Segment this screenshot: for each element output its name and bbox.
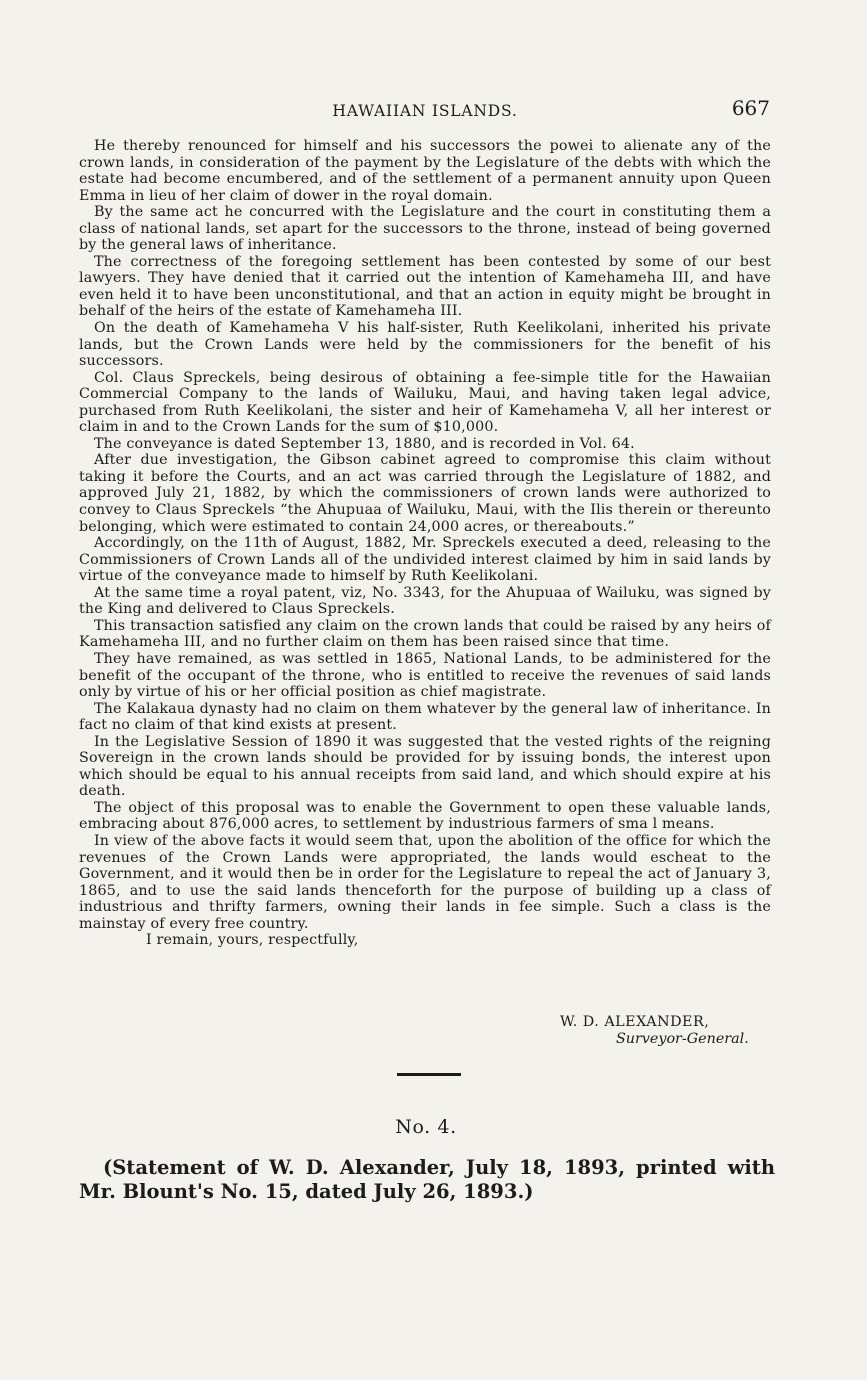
paragraph: This transaction satisfied any claim on the crown lands that could be raised by any heirs of Kamehameha III, and no further claim on them has been raised since that time. bbox=[79, 617, 771, 651]
paragraph: On the death of Kamehameha V his half-sister, Ruth Keelikolani, inherited his private lands, but the Crown Lands were held by the commissioners for the benefit of his successors. bbox=[79, 320, 771, 370]
paragraph: At the same time a royal patent, viz, No. 3343, for the Ahupuaa of Wailuku, was signed by the King and delivered to Claus Spreckels. bbox=[79, 584, 771, 618]
paragraph: The Kalakaua dynasty had no claim on them whatever by the general law of inheritance. In fact no claim of that kind exists at present. bbox=[79, 700, 771, 734]
paragraph: In the Legislative Session of 1890 it was suggested that the vested rights of the reigning Sovereign in the crown lands should be provided for by issuing bonds, the interest upon which should be equal to his annual receipts from said land, and which should expire at his death. bbox=[79, 733, 771, 800]
signature-block bbox=[560, 1014, 749, 1048]
document-number: No. 4. bbox=[395, 1116, 457, 1138]
running-header bbox=[80, 96, 770, 126]
body-text bbox=[79, 138, 771, 949]
paragraph: Col. Claus Spreckels, being desirous of obtaining a fee-simple title for the Hawaiian Commercial Company to the lands of Wailuku, Maui, and having taken legal advice, purchased from Ruth Keelikolani, the sister and heir of Kamehameha V, all her interest or claim in and to the Crown Lands for the sum of $10,000. bbox=[79, 369, 771, 436]
running-title: HAWAIIAN ISLANDS. bbox=[332, 102, 518, 120]
paragraph: The conveyance is dated September 13, 1880, and is recorded in Vol. 64. bbox=[94, 435, 635, 452]
paragraph: By the same act he concurred with the Legislature and the court in constituting them a class of national lands, set apart for the successors to the throne, instead of being governed by the general laws of inheritance. bbox=[79, 204, 771, 254]
section-divider bbox=[397, 1073, 461, 1076]
paragraph: After due investigation, the Gibson cabinet agreed to compromise this claim without taking it before the Courts, and an act was carried through the Legislature of 1882, and approved July 21, 1882, by which the commissioners of crown lands were authorized to convey to Claus Spreckels “the Ahupuaa of Wailuku, Maui, with the Ilis therein or thereunto belonging, which were estimated to contain 24,000 acres, or thereabouts.” bbox=[79, 452, 771, 535]
paragraph: The object of this proposal was to enable the Government to open these valuable lands, embracing about 876,000 acres, to settlement by industrious farmers of sma l means. bbox=[79, 799, 771, 833]
paragraph: Accordingly, on the 11th of August, 1882, Mr. Spreckels executed a deed, releasing to the Commissioners of Crown Lands all of the undivided interest claimed by him in said lands by virtue of the conveyance made to himself by Ruth Keelikolani. bbox=[79, 535, 771, 585]
paragraph: In view of the above facts it would seem that, upon the abolition of the office for which the revenues of the Crown Lands were appropriated, the lands would escheat to the Government, and it would then be in order for the Legislature to repeal the act of January 3, 1865, and to use the said lands thenceforth for the purpose of building up a class of industrious and thrifty farmers, owning their lands in fee simple. Such a class is the mainstay of every free country. bbox=[79, 832, 771, 932]
closing-line: I remain, yours, respectfully, bbox=[146, 932, 359, 949]
paragraph: The correctness of the foregoing settlement has been contested by some of our best lawyers. They have denied that it carried out the intention of Kamehameha III, and have even held it to have been unconstitutional, and that an action in equity might be brought in behalf of the heirs of the estate of Kamehameha III. bbox=[79, 253, 771, 320]
statement-heading bbox=[79, 1156, 775, 1204]
page-number: 667 bbox=[731, 96, 770, 120]
signature-name: W. D. ALEXANDER, bbox=[560, 1014, 710, 1030]
paragraph: He thereby renounced for himself and his successors the powei to alienate any of the crown lands, in consideration of the payment by the Legislature of the debts with which the estate had become encumbered, and of the settlement of a permanent annuity upon Queen Emma in lieu of her claim of dower in the royal domain. bbox=[79, 138, 771, 204]
statement-text: (Statement of W. D. Alexander, July 18, 1893, printed with Mr. Blount's No. 15, dated July 26, 1893.) bbox=[79, 1156, 775, 1203]
signature-title: Surveyor-General. bbox=[616, 1031, 749, 1047]
paragraph: They have remained, as was settled in 1865, National Lands, to be administered for the benefit of the occupant of the throne, who is entitled to receive the revenues of said lands only by virtue of his or her official position as chief magistrate. bbox=[79, 650, 771, 701]
